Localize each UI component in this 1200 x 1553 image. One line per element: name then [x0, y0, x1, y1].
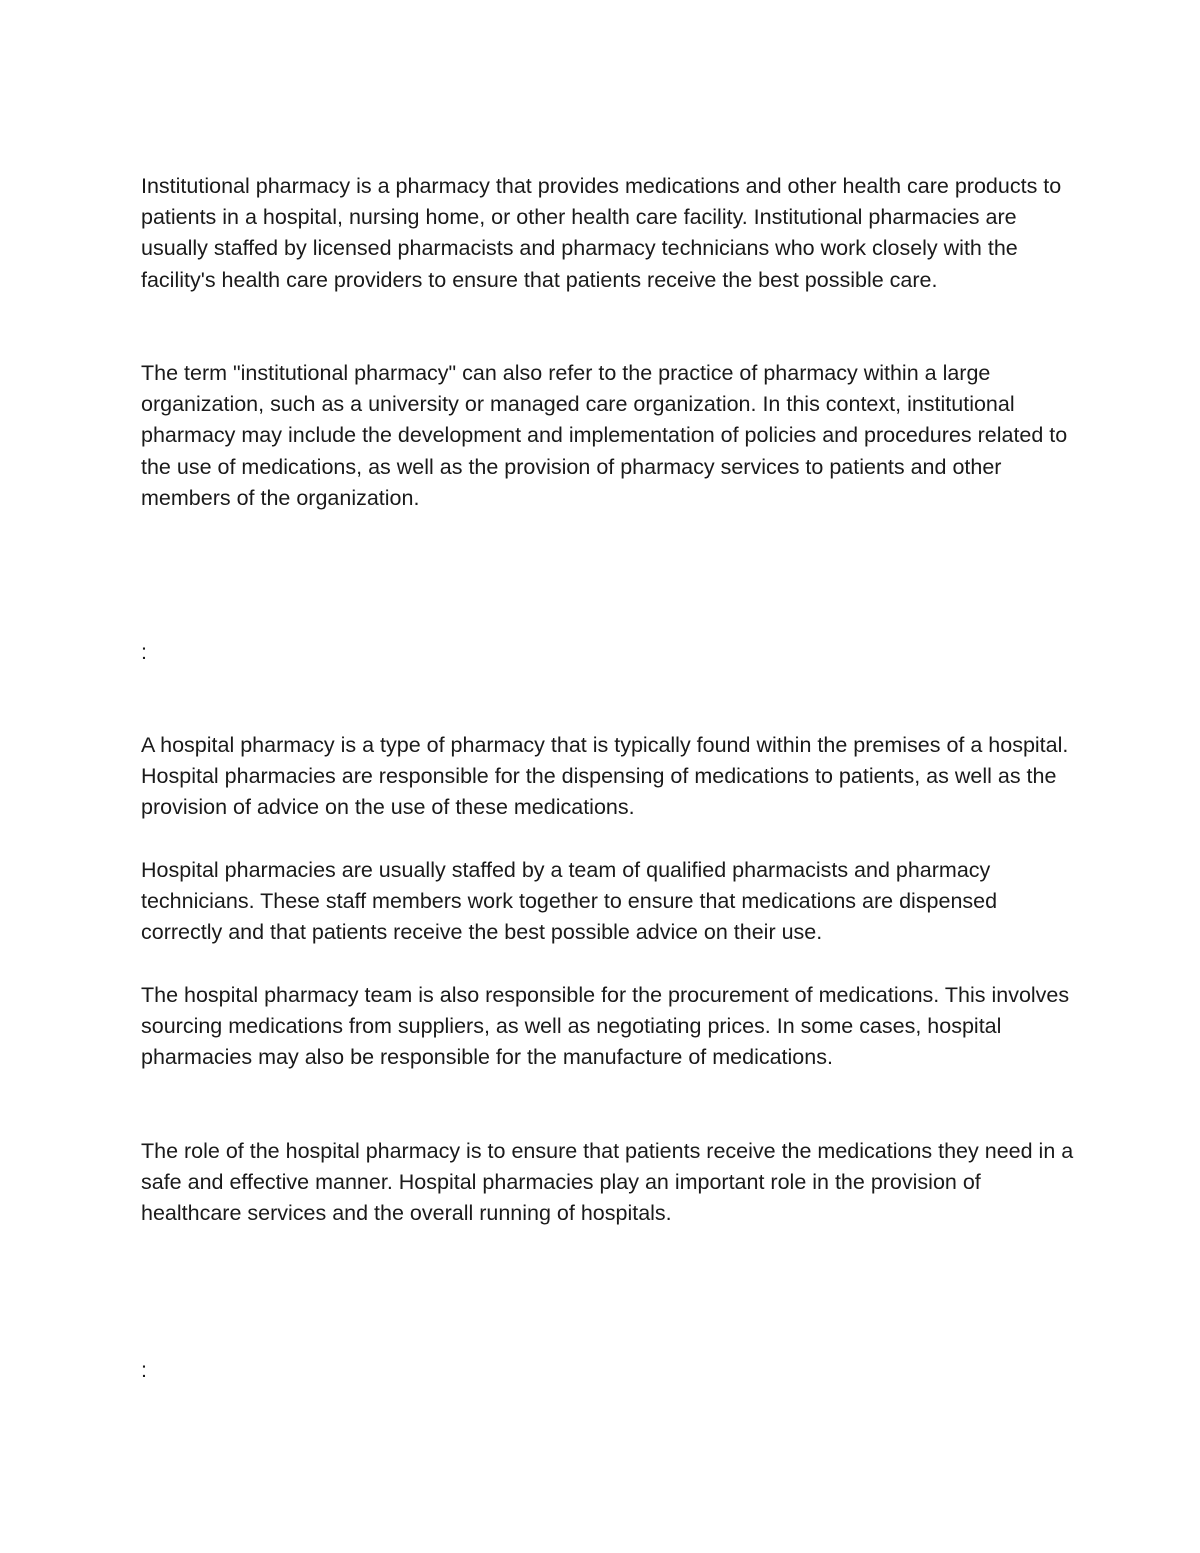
paragraph-hospital-pharmacy-role: The role of the hospital pharmacy is to ensure that patients receive the medications they need in a safe and effective manner. Hospital pharmacies play an important role in the provision of healthcare services and the overall running of hospitals. [141, 1139, 1074, 1226]
paragraph-hospital-pharmacy-definition: A hospital pharmacy is a type of pharmacy that is typically found within the premises of a hospital. Hospital pharmacies are responsible for the dispensing of medications to patients, as well as the provision of advice on the use of these medications. [141, 733, 1069, 820]
paragraph-institutional-pharmacy-definition: Institutional pharmacy is a pharmacy that provides medications and other health care products to patients in a hospital, nursing home, or other health care facility. Institutional pharmacies are usually staffed by licensed pharmacists and pharmacy technicians who work closely with the facility's health care providers to ensure that patients receive the best possible care. [141, 174, 1062, 292]
paragraph-institutional-pharmacy-term: The term "institutional pharmacy" can also refer to the practice of pharmacy within a large organization, such as a university or managed care organization. In this context, institutional pharmacy may include the development and implementation of policies and procedures related to the use of medications, as well as the provision of pharmacy services to patients and other members of the organization. [141, 361, 1068, 510]
paragraph-hospital-pharmacy-staff: Hospital pharmacies are usually staffed by a team of qualified pharmacists and pharmacy technicians. These staff members work together to ensure that medications are dispensed correctly and that patients receive the best possible advice on their use. [141, 858, 998, 945]
separator-mark: : [141, 640, 147, 664]
paragraph-hospital-pharmacy-procurement: The hospital pharmacy team is also responsible for the procurement of medications. This involves sourcing medications from suppliers, as well as negotiating prices. In some cases, hospital pharmacies may also be responsible for the manufacture of medications. [141, 983, 1070, 1070]
separator-mark: : [141, 1358, 147, 1382]
